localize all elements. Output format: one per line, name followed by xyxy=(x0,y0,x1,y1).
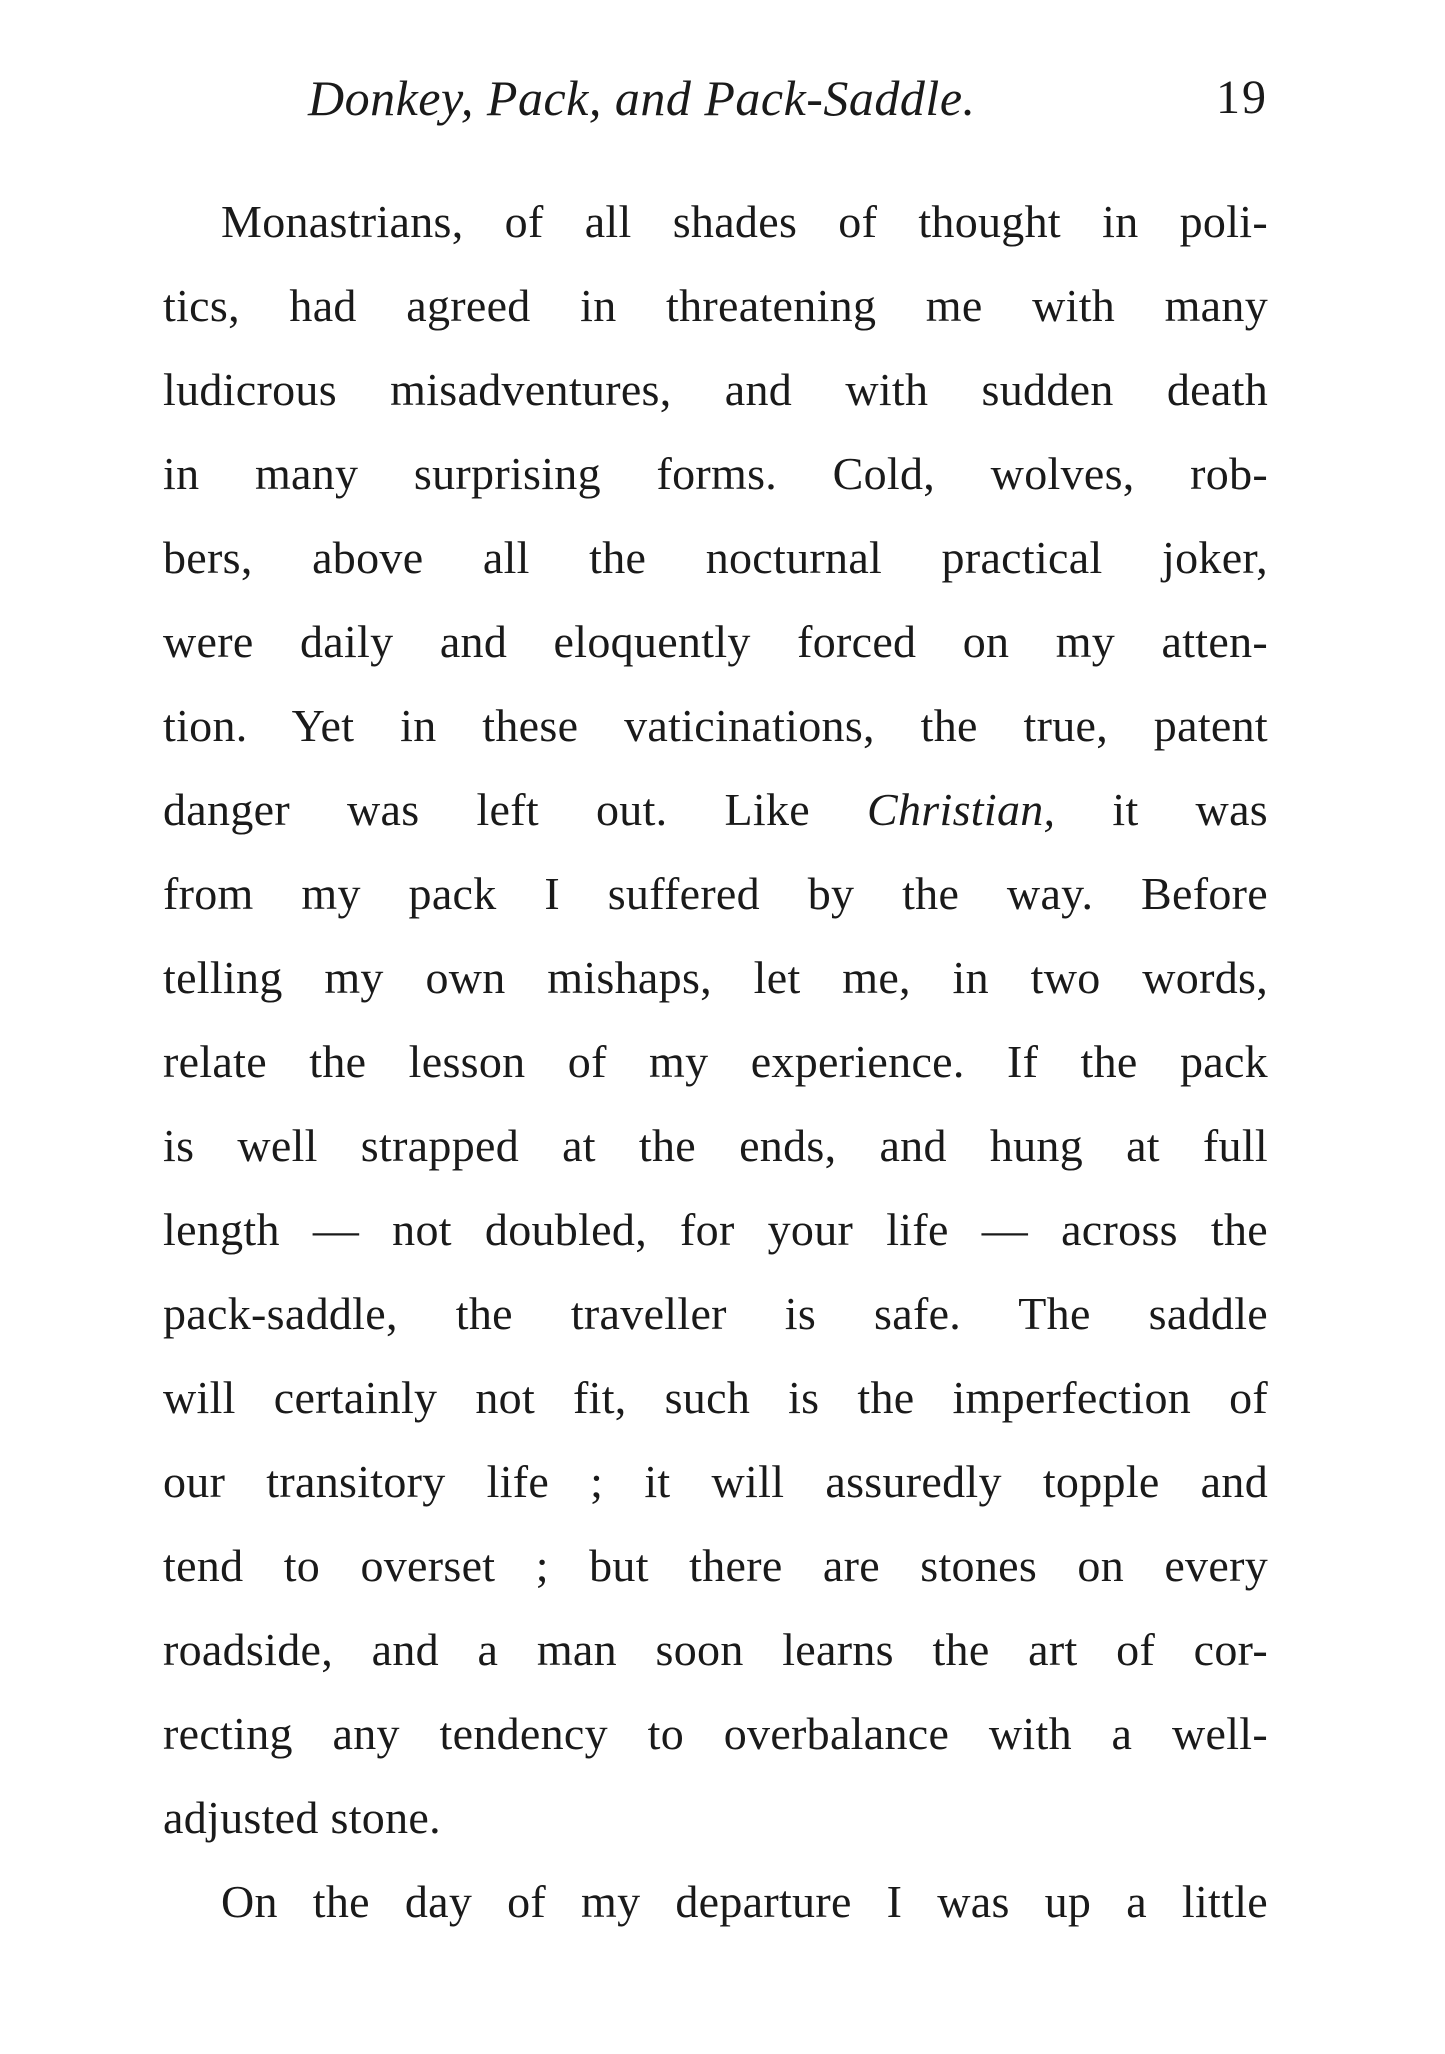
running-title: Donkey, Pack, and Pack-Saddle. xyxy=(308,70,976,126)
text-line: will certainly not fit, such is the imperfection of xyxy=(163,1372,1268,1423)
text-line: Monastrians, of all shades of thought in poli- xyxy=(221,196,1268,247)
text-line: from my pack I suffered by the way. Before xyxy=(163,868,1268,919)
paragraph xyxy=(163,180,1268,1860)
page-number: 19 xyxy=(1216,71,1268,124)
text-line: relate the lesson of my experience. If the pack xyxy=(163,1036,1268,1087)
text-line xyxy=(163,768,1268,852)
text-line: in many surprising forms. Cold, wolves, rob- xyxy=(163,448,1268,499)
text-segment: danger was left out. Like xyxy=(163,784,868,835)
text-segment: it was xyxy=(1055,784,1268,835)
text-line: ludicrous misadventures, and with sudden death xyxy=(163,364,1268,415)
text-line: adjusted stone. xyxy=(163,1792,441,1843)
text-line: tics, had agreed in threatening me with many xyxy=(163,280,1268,331)
paragraph xyxy=(163,1860,1268,1944)
body-text xyxy=(163,180,1268,1944)
text-line: length — not doubled, for your life — across the xyxy=(163,1204,1268,1255)
italic-name: Christian, xyxy=(867,784,1056,835)
text-line: tend to overset ; but there are stones on every xyxy=(163,1540,1268,1591)
text-line: is well strapped at the ends, and hung at full xyxy=(163,1120,1268,1171)
text-line: were daily and eloquently forced on my atten- xyxy=(163,616,1268,667)
running-head xyxy=(308,58,1268,138)
text-line: pack-saddle, the traveller is safe. The saddle xyxy=(163,1288,1268,1339)
text-line: our transitory life ; it will assuredly topple and xyxy=(163,1456,1268,1507)
text-line: roadside, and a man soon learns the art of cor- xyxy=(163,1624,1268,1675)
text-line: telling my own mishaps, let me, in two words, xyxy=(163,952,1268,1003)
text-line: tion. Yet in these vaticinations, the true, patent xyxy=(163,700,1268,751)
text-line: bers, above all the nocturnal practical joker, xyxy=(163,532,1268,583)
text-line: On the day of my departure I was up a little xyxy=(221,1876,1268,1927)
text-line: recting any tendency to overbalance with a well- xyxy=(163,1708,1268,1759)
